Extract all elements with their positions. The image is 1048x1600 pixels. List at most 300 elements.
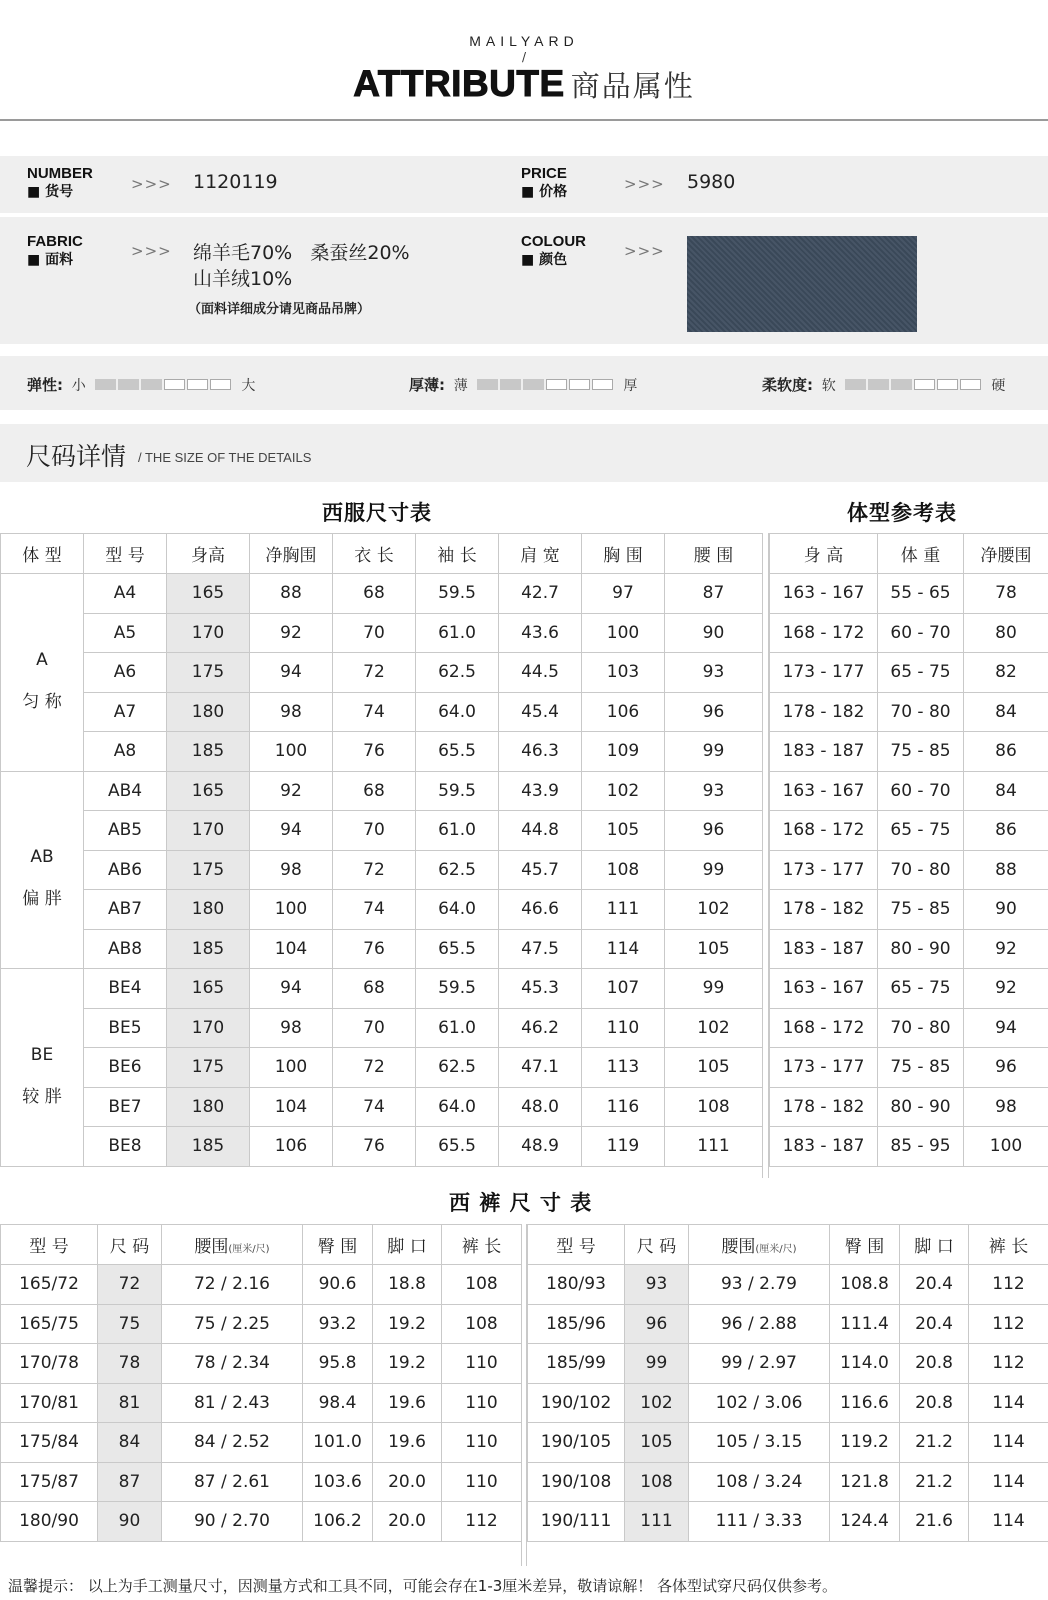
fabric-scales [0,356,1048,410]
pants-table-cell: 102 [625,1383,689,1423]
ref-table-row [770,574,1048,614]
scale-softness [762,374,1009,395]
suit-table-row [1,1048,763,1088]
scale-box [477,379,498,390]
pants-table-cell: 84 [98,1423,162,1463]
suit-table-cell: 103 [582,653,665,693]
pants-table-cell: 165/72 [1,1265,98,1305]
suit-table-cell: 62.5 [416,850,499,890]
suit-table-cell: 88 [250,574,333,614]
brand-name: MAILYARD [469,33,579,49]
pants-header-model: 型 号 [1,1225,98,1265]
scale-box [960,379,981,390]
pants-table-cell: 111 / 3.33 [689,1502,830,1542]
suit-table-row [1,1008,763,1048]
pants-table-cell: 95.8 [303,1344,373,1384]
suit-table-cell: 64.0 [416,692,499,732]
body-type-code: BE [30,1044,54,1065]
ref-table-cell: 168 - 172 [770,613,878,653]
ref-table-row [770,811,1048,851]
page-title [0,63,1048,105]
ref-table-cell: 75 - 85 [878,890,964,930]
ref-table-cell: 85 - 95 [878,1127,964,1167]
suit-table-cell: AB5 [84,811,167,851]
pants-table-cell: 19.6 [373,1383,442,1423]
pants-table-cell: 110 [442,1462,522,1502]
ref-table-cell: 60 - 70 [878,613,964,653]
suit-table-cell: BE4 [84,969,167,1009]
body-type-cell [1,574,84,772]
suit-table-cell: 98 [250,692,333,732]
ref-table-cell: 173 - 177 [770,850,878,890]
pants-table-cell: 75 [98,1304,162,1344]
pants-table-cell: 20.4 [900,1265,969,1305]
ref-table-cell: 78 [964,574,1048,614]
suit-table-cell: 62.5 [416,653,499,693]
pants-table-row [1,1304,522,1344]
pants-table-row [1,1502,522,1542]
suit-table-cell: AB4 [84,771,167,811]
ref-table-row [770,1048,1048,1088]
suit-table-cell: 108 [665,1087,763,1127]
suit-table-cell: 175 [167,1048,250,1088]
pants-table-cell: 99 / 2.97 [689,1344,830,1384]
suit-table-cell: 96 [665,692,763,732]
pants-table-cell: 106.2 [303,1502,373,1542]
scale-elasticity-high: 大 [241,378,256,394]
pants-table-row [1,1462,522,1502]
pants-table-cell: 103.6 [303,1462,373,1502]
pants-table-cell: 72 [98,1265,162,1305]
suit-size-table [0,533,763,1167]
suit-table-header: 身高 [167,534,250,574]
suit-table-cell: 43.6 [499,613,582,653]
ref-table-cell: 163 - 167 [770,771,878,811]
suit-table-cell: 108 [582,850,665,890]
pants-header-hem: 脚 口 [900,1225,969,1265]
suit-table-cell: 72 [333,1048,416,1088]
suit-table-cell: 180 [167,692,250,732]
suit-table-row [1,574,763,614]
pants-table-cell: 185/96 [528,1304,625,1344]
suit-table-row [1,653,763,693]
pants-table-cell: 20.0 [373,1502,442,1542]
scale-elasticity-boxes [95,375,233,393]
pants-table-cell: 19.2 [373,1304,442,1344]
brand-slash: / [521,50,527,64]
scale-box [164,379,185,390]
pants-table-row [528,1304,1048,1344]
suit-table-cell: 185 [167,1127,250,1167]
suit-table-row [1,890,763,930]
suit-table-cell: 104 [250,929,333,969]
scale-elasticity-low: 小 [71,378,86,394]
pants-table-cell: 112 [969,1304,1048,1344]
suit-table-cell: 59.5 [416,574,499,614]
pants-table-cell: 112 [969,1265,1048,1305]
pants-table-cell: 180/93 [528,1265,625,1305]
pants-table-cell: 81 / 2.43 [162,1383,303,1423]
suit-table-cell: 61.0 [416,613,499,653]
body-type-cell [1,771,84,969]
suit-table-cell: 46.3 [499,732,582,772]
pants-table-cell: 90 [98,1502,162,1542]
number-label [27,165,93,201]
suit-table-cell: 113 [582,1048,665,1088]
ref-table-cell: 70 - 80 [878,850,964,890]
pants-table-cell: 121.8 [830,1462,900,1502]
suit-table-cell: 93 [665,771,763,811]
ref-table-row [770,850,1048,890]
scale-thickness-label: 厚薄: [409,376,445,394]
ref-table-header: 身 高 [770,534,878,574]
suit-table-cell: A8 [84,732,167,772]
suit-table-cell: 59.5 [416,771,499,811]
body-type-cell [1,969,84,1167]
suit-table-cell: 59.5 [416,969,499,1009]
ref-table-row [770,613,1048,653]
ref-table-cell: 163 - 167 [770,969,878,1009]
price-value: 5980 [687,171,736,193]
suit-table-cell: 61.0 [416,1008,499,1048]
ref-table-cell: 94 [964,1008,1048,1048]
suit-table-cell: 111 [665,1127,763,1167]
pants-table-cell: 114 [969,1502,1048,1542]
page-title-cn: 商品属性 [570,68,695,103]
suit-table-cell: 100 [250,732,333,772]
pants-table-cell: 190/111 [528,1502,625,1542]
ref-table-cell: 98 [964,1087,1048,1127]
ref-table-cell: 80 - 90 [878,1087,964,1127]
suit-table-row [1,929,763,969]
pants-table-cell: 170/81 [1,1383,98,1423]
pants-table-cell: 18.8 [373,1265,442,1305]
pants-table-cell: 108 [442,1304,522,1344]
suit-table-cell: 94 [250,969,333,1009]
pants-table-cell: 96 / 2.88 [689,1304,830,1344]
pants-table-cell: 111 [625,1502,689,1542]
ref-table-header: 体 重 [878,534,964,574]
pants-table-cell: 105 [625,1423,689,1463]
suit-table-cell: 99 [665,732,763,772]
pants-table-row [528,1423,1048,1463]
attribute-header [0,0,1048,122]
pants-header-hip: 臀 围 [303,1225,373,1265]
suit-table-cell: 45.7 [499,850,582,890]
scale-softness-high: 硬 [991,378,1006,394]
pants-table-cell: 110 [442,1423,522,1463]
suit-table-cell: 102 [582,771,665,811]
colour-swatch [687,236,917,332]
ref-table-cell: 55 - 65 [878,574,964,614]
pants-table-cell: 180/90 [1,1502,98,1542]
price-label-cn: ■ 价格 [521,184,568,200]
suit-table-cell: 68 [333,969,416,1009]
pants-table-row [528,1462,1048,1502]
suit-table-cell: 64.0 [416,1087,499,1127]
suit-table-cell: 100 [250,1048,333,1088]
suit-table-cell: A4 [84,574,167,614]
ref-table-row [770,1087,1048,1127]
suit-table-cell: 64.0 [416,890,499,930]
suit-table-cell: 97 [582,574,665,614]
pants-table-cell: 87 [98,1462,162,1502]
body-type-code: AB [30,847,54,868]
suit-table-header: 型 号 [84,534,167,574]
suit-table-cell: 119 [582,1127,665,1167]
pants-table-cell: 114.0 [830,1344,900,1384]
suit-table-cell: BE5 [84,1008,167,1048]
suit-table-cell: 100 [250,890,333,930]
suit-table-cell: A5 [84,613,167,653]
scale-elasticity [27,374,259,395]
suit-table-cell: 90 [665,613,763,653]
suit-table-row [1,732,763,772]
suit-table-header: 体 型 [1,534,84,574]
ref-table-cell: 183 - 187 [770,1127,878,1167]
pants-table-row [528,1383,1048,1423]
suit-table-cell: 170 [167,1008,250,1048]
suit-table-cell: 76 [333,1127,416,1167]
pants-table-cell: 98.4 [303,1383,373,1423]
pants-table-row [1,1265,522,1305]
suit-table-cell: 93 [665,653,763,693]
suit-table-cell: 94 [250,653,333,693]
ref-table-cell: 178 - 182 [770,692,878,732]
pants-table-cell: 90 / 2.70 [162,1502,303,1542]
suit-table-cell: 105 [582,811,665,851]
pants-header-waist-unit: (厘米/尺) [228,1244,270,1255]
fabric-note: （面料详细成分请见商品吊牌） [188,302,371,317]
suit-table-cell: 74 [333,890,416,930]
suit-table-cell: 74 [333,692,416,732]
suit-table-cell: 98 [250,1008,333,1048]
ref-table-row [770,732,1048,772]
size-section-title-en: / THE SIZE OF THE DETAILS [138,450,312,465]
ref-table-cell: 88 [964,850,1048,890]
scale-thickness-high: 厚 [623,378,638,394]
pants-table-cell: 112 [442,1502,522,1542]
footer-note: 温馨提示： 以上为手工测量尺寸，因测量方式和工具不同，可能会存在1-3厘米差异，敬请谅解！ 各体型试穿尺码仅供参考。 [8,1577,838,1595]
suit-table-row [1,1087,763,1127]
suit-table-row [1,692,763,732]
pants-table-cell: 175/84 [1,1423,98,1463]
scale-thickness-boxes [477,375,615,393]
suit-table-cell: 70 [333,1008,416,1048]
pants-table-cell: 101.0 [303,1423,373,1463]
suit-table-cell: 175 [167,850,250,890]
suit-table-cell: BE7 [84,1087,167,1127]
suit-table-cell: 47.1 [499,1048,582,1088]
pants-table-row [528,1502,1048,1542]
pants-table-cell: 124.4 [830,1502,900,1542]
ref-table-cell: 75 - 85 [878,1048,964,1088]
suit-table-cell: 165 [167,969,250,1009]
ref-table-cell: 173 - 177 [770,653,878,693]
pants-table-cell: 102 / 3.06 [689,1383,830,1423]
pants-table-cell: 72 / 2.16 [162,1265,303,1305]
number-arrows: >>> [131,175,172,193]
body-ref-table-title: 体型参考表 [847,501,957,525]
suit-table-cell: 102 [665,1008,763,1048]
number-value: 1120119 [193,171,278,193]
pants-size-table-left [0,1224,522,1542]
suit-table-cell: 76 [333,929,416,969]
price-label [521,165,567,201]
body-type-name: 偏 胖 [22,889,62,910]
pants-table-cell: 108 [625,1462,689,1502]
pants-table-cell: 112 [969,1344,1048,1384]
pants-table-cell: 114 [969,1423,1048,1463]
pants-header-waist [689,1225,830,1265]
suit-table-cell: 170 [167,613,250,653]
scale-box [95,379,116,390]
suit-table-cell: 92 [250,613,333,653]
ref-table-cell: 90 [964,890,1048,930]
scale-box [500,379,521,390]
ref-table-row [770,1127,1048,1167]
suit-table-row [1,850,763,890]
suit-table-row [1,811,763,851]
scale-box [546,379,567,390]
suit-table-header: 肩 宽 [499,534,582,574]
pants-table-cell: 111.4 [830,1304,900,1344]
pants-header-length: 裤 长 [969,1225,1048,1265]
pants-table-row [1,1383,522,1423]
suit-table-cell: AB6 [84,850,167,890]
pants-table-cell: 110 [442,1383,522,1423]
suit-table-cell: 44.5 [499,653,582,693]
suit-table-cell: 165 [167,771,250,811]
ref-table-cell: 183 - 187 [770,929,878,969]
suit-table-cell: 92 [250,771,333,811]
pants-table-cell: 105 / 3.15 [689,1423,830,1463]
suit-table-cell: AB7 [84,890,167,930]
suit-table-cell: 76 [333,732,416,772]
suit-table-cell: 65.5 [416,1127,499,1167]
suit-table-cell: 106 [582,692,665,732]
ref-table-cell: 96 [964,1048,1048,1088]
scale-elasticity-label: 弹性: [27,376,63,394]
pants-table-cell: 20.4 [900,1304,969,1344]
ref-table-row [770,969,1048,1009]
suit-table-cell: 185 [167,929,250,969]
pants-table-cell: 165/75 [1,1304,98,1344]
size-section-title-cn: 尺码详情 [26,442,127,471]
suit-table-cell: 114 [582,929,665,969]
pants-table-row [528,1344,1048,1384]
suit-table-cell: 87 [665,574,763,614]
pants-table-row [1,1423,522,1463]
scale-box [845,379,866,390]
pants-table-cell: 81 [98,1383,162,1423]
suit-table-row [1,771,763,811]
scale-box [937,379,958,390]
pants-table-row [1,1344,522,1384]
pants-header-waist-label: 腰围 [194,1237,229,1257]
header-divider [0,119,1048,121]
pants-table-cell: 116.6 [830,1383,900,1423]
suit-table-row [1,613,763,653]
suit-table-cell: 68 [333,574,416,614]
pants-table-cell: 99 [625,1344,689,1384]
ref-table-cell: 75 - 85 [878,732,964,772]
scale-softness-low: 软 [821,378,836,394]
ref-table-cell: 82 [964,653,1048,693]
suit-table-header: 腰 围 [665,534,763,574]
pants-table-cell: 21.2 [900,1423,969,1463]
suit-table-title: 西服尺寸表 [322,501,432,525]
ref-table-header: 净腰围 [964,534,1048,574]
fabric-label [27,233,83,269]
ref-table-cell: 178 - 182 [770,1087,878,1127]
suit-table-cell: A6 [84,653,167,693]
pants-table-cell: 190/108 [528,1462,625,1502]
suit-table-cell: 65.5 [416,929,499,969]
pants-header-hem: 脚 口 [373,1225,442,1265]
body-ref-table [769,533,1048,1167]
suit-table-cell: 99 [665,969,763,1009]
suit-table-cell: 180 [167,1087,250,1127]
pants-table-cell: 93 [625,1265,689,1305]
suit-table-cell: 46.2 [499,1008,582,1048]
suit-table-cell: 98 [250,850,333,890]
suit-table-cell: 105 [665,1048,763,1088]
scale-box [569,379,590,390]
pants-table-cell: 90.6 [303,1265,373,1305]
suit-table-cell: 105 [665,929,763,969]
pants-table-cell: 175/87 [1,1462,98,1502]
suit-table-cell: 45.3 [499,969,582,1009]
product-info [0,156,1048,344]
scale-box [523,379,544,390]
pants-table-cell: 19.6 [373,1423,442,1463]
info-divider [0,213,1048,217]
suit-table-header: 袖 长 [416,534,499,574]
table-gap [762,533,769,1178]
ref-table-cell: 84 [964,692,1048,732]
suit-table-cell: AB8 [84,929,167,969]
suit-table-cell: 94 [250,811,333,851]
pants-table-cell: 96 [625,1304,689,1344]
fabric-line-2: 山羊绒10% [193,268,293,290]
suit-table-cell: 65.5 [416,732,499,772]
suit-table-cell: 72 [333,850,416,890]
ref-table-cell: 84 [964,771,1048,811]
suit-table-cell: 185 [167,732,250,772]
pants-table-cell: 20.8 [900,1344,969,1384]
suit-table-cell: 61.0 [416,811,499,851]
colour-label-cn: ■ 颜色 [521,252,568,268]
pants-table-cell: 75 / 2.25 [162,1304,303,1344]
price-label-en: PRICE [521,165,567,182]
ref-table-cell: 100 [964,1127,1048,1167]
ref-table-cell: 65 - 75 [878,811,964,851]
ref-table-cell: 80 - 90 [878,929,964,969]
suit-table-cell: 70 [333,811,416,851]
scale-softness-boxes [845,375,983,393]
suit-table-cell: 102 [665,890,763,930]
ref-table-cell: 65 - 75 [878,653,964,693]
ref-table-cell: 65 - 75 [878,969,964,1009]
pants-table-cell: 93.2 [303,1304,373,1344]
number-label-en: NUMBER [27,165,93,182]
suit-table-cell: 72 [333,653,416,693]
pants-table-cell: 84 / 2.52 [162,1423,303,1463]
pants-table-cell: 19.2 [373,1344,442,1384]
suit-table-cell: BE8 [84,1127,167,1167]
pants-header-waist-unit: (厘米/尺) [755,1244,797,1255]
